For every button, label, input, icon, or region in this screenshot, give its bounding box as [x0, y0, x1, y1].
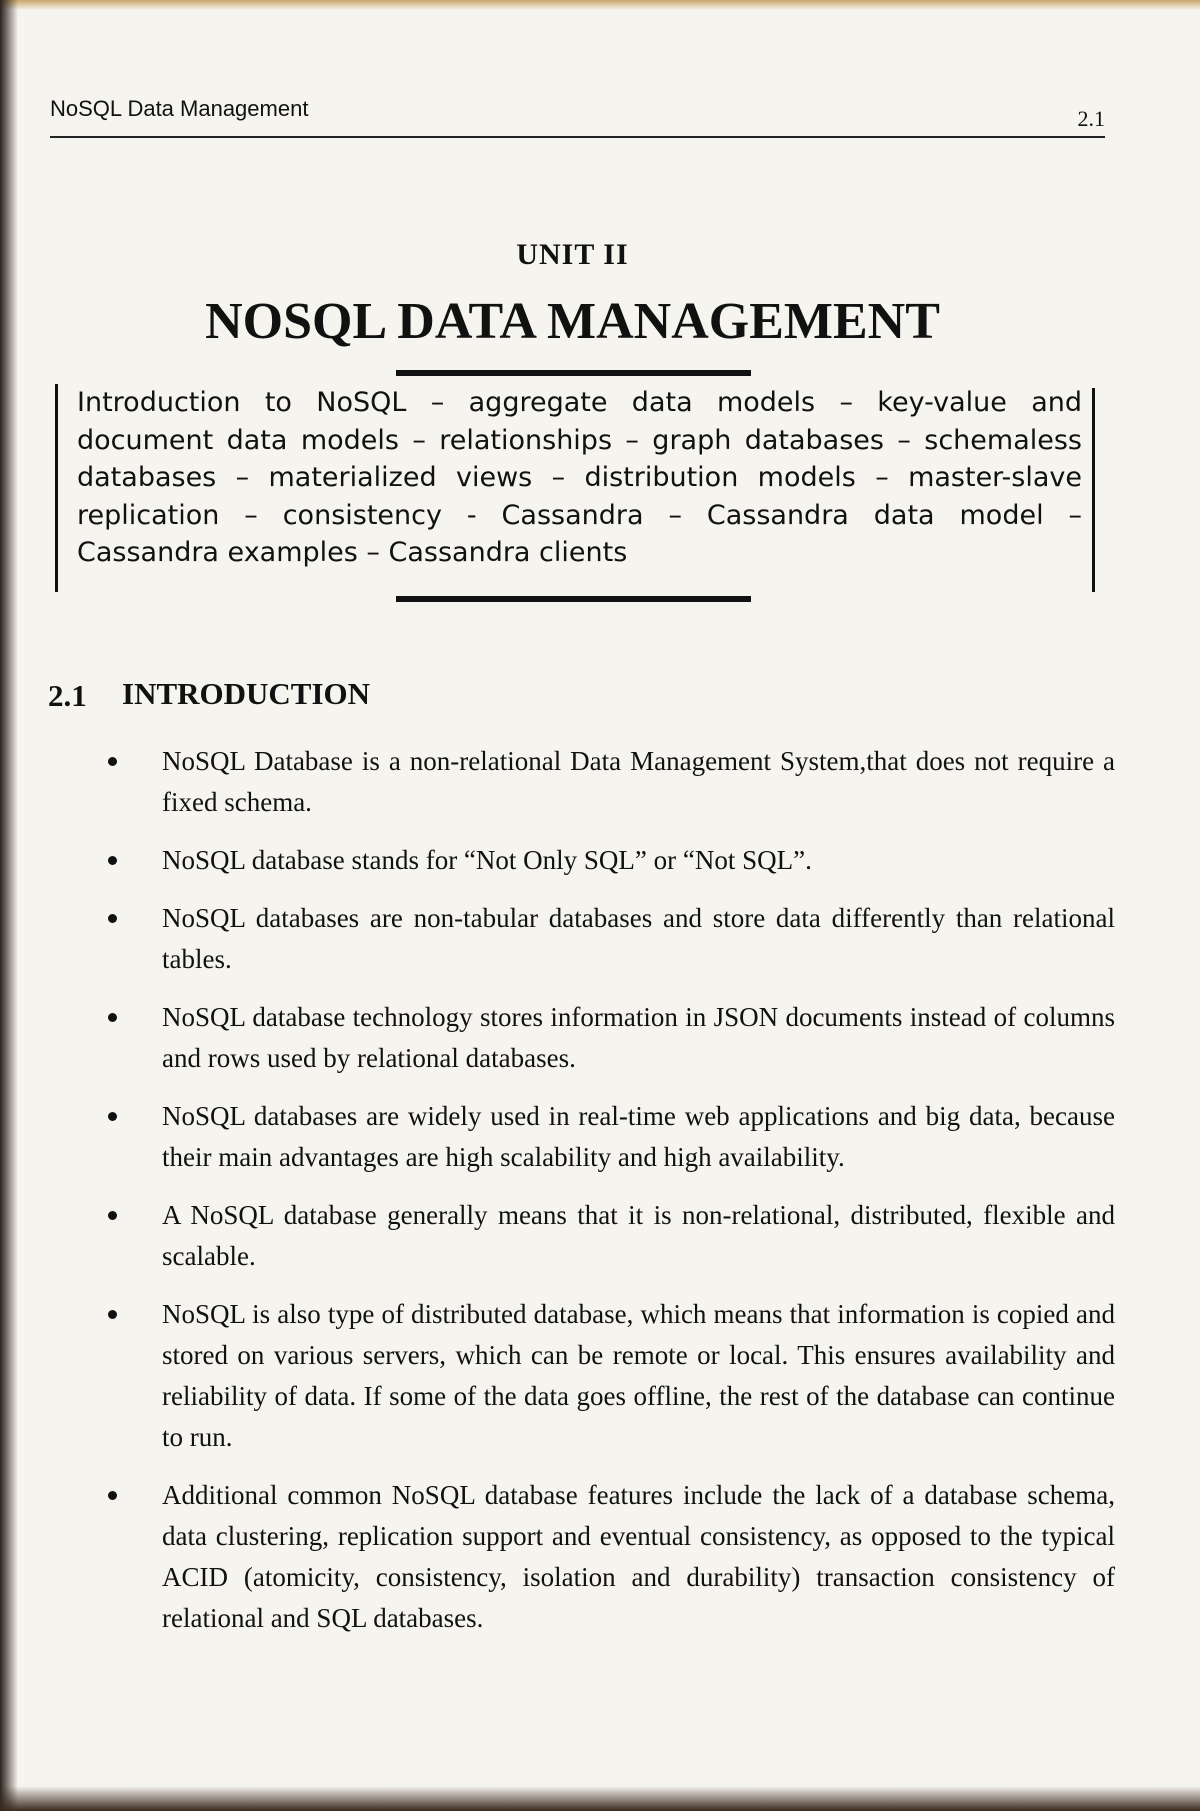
running-header — [50, 96, 1105, 140]
bullet-item — [100, 1195, 1115, 1277]
title-divider-top — [396, 370, 751, 376]
section-number: 2.1 — [48, 678, 87, 713]
bullet-item — [100, 1096, 1115, 1178]
bullet-list — [100, 741, 1115, 1656]
bullet-icon — [108, 757, 117, 766]
bullet-icon — [108, 1491, 117, 1500]
bullet-text: A NoSQL database generally means that it is non-relational, distributed, flexible and scalable. — [162, 1200, 1115, 1271]
syllabus-box — [55, 384, 1095, 592]
bullet-text: NoSQL is also type of distributed database, which means that information is copied and stored on various servers, which can be remote or local. This ensures availability and reliability of data. If some of the data goes offline, the rest of the database can continue to run. — [162, 1299, 1115, 1452]
bullet-icon — [108, 856, 117, 865]
unit-title: NOSQL DATA MANAGEMENT — [205, 293, 940, 350]
bullet-item — [100, 898, 1115, 980]
title-divider-bottom — [396, 596, 751, 602]
bullet-icon — [108, 1211, 117, 1220]
bullet-text: NoSQL Database is a non-relational Data Management System,that does not require a fixed schema. — [162, 746, 1115, 817]
bullet-icon — [108, 1013, 117, 1022]
bullet-item — [100, 1294, 1115, 1458]
bullet-text: NoSQL databases are widely used in real-time web applications and big data, because their main advantages are high scalability and high availability. — [162, 1101, 1115, 1172]
page-top-edge — [0, 0, 1200, 10]
syllabus-text: Introduction to NoSQL – aggregate data models – key-value and document data models – relationships – graph databases – schemaless databases – materialized views – distribution models – master-slave replication – consistency - Cassandra – Cassandra data model – Cassandra examples – Cassandra clients — [77, 387, 1082, 568]
syllabus-right-bar — [1092, 388, 1095, 592]
running-header-title: NoSQL Data Management — [50, 96, 309, 121]
syllabus-left-bar — [55, 384, 58, 592]
bullet-item — [100, 840, 1115, 881]
section-title: INTRODUCTION — [122, 676, 371, 711]
bullet-icon — [108, 1112, 117, 1121]
section-heading — [48, 676, 948, 716]
bullet-text: NoSQL databases are non-tabular databases and store data differently than relational tables. — [162, 903, 1115, 974]
bullet-text: Additional common NoSQL database features include the lack of a database schema, data clustering, replication support and eventual consistency, as opposed to the typical ACID (atomicity, consistency, isolation and durability) transaction consistency of relational and SQL databases. — [162, 1480, 1115, 1633]
bullet-icon — [108, 914, 117, 923]
page-number: 2.1 — [1077, 106, 1105, 131]
bullet-item — [100, 1475, 1115, 1639]
bullet-text: NoSQL database stands for “Not Only SQL” or “Not SQL”. — [162, 845, 812, 875]
unit-label: UNIT II — [516, 238, 629, 271]
page-bottom-edge — [0, 1786, 1200, 1811]
header-rule — [50, 136, 1105, 138]
bullet-item — [100, 741, 1115, 823]
bullet-text: NoSQL database technology stores information in JSON documents instead of columns and rows used by relational databases. — [162, 1002, 1115, 1073]
bullet-icon — [108, 1310, 117, 1319]
bullet-item — [100, 997, 1115, 1079]
